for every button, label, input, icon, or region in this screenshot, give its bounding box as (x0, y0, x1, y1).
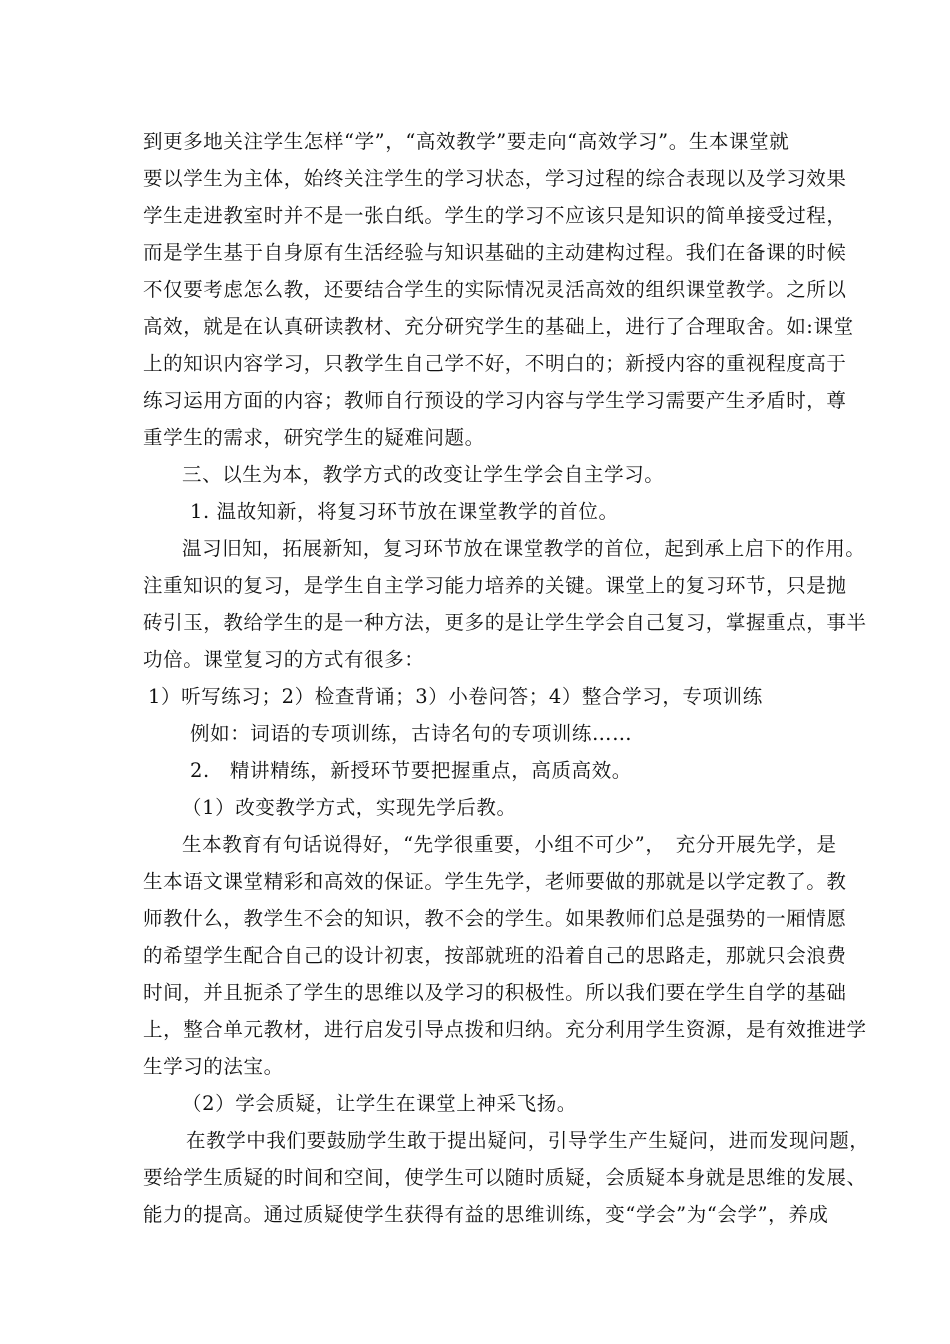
paragraph-line: 能力的提高。通过质疑使学生获得有益的思维训练，变“学会”为“会学”，养成 (143, 1203, 829, 1226)
example-line: 例如：词语的专项训练，古诗名句的专项训练…… (190, 722, 633, 745)
paragraph-line: 生学习的法宝。 (143, 1055, 284, 1078)
paragraph-line: 的希望学生配合自己的设计初衷，按部就班的沿着自己的思路走，那就只会浪费 (143, 944, 847, 967)
paragraph-line: 要以学生为主体，始终关注学生的学习状态，学习过程的综合表现以及学习效果 (143, 167, 847, 190)
paragraph-line: 在教学中我们要鼓励学生敢于提出疑问，引导学生产生疑问，进而发现问题， (186, 1129, 870, 1152)
subsection-heading: 2. 精讲精练，新授环节要把握重点，高质高效。 (190, 759, 632, 782)
subsection-heading: 1. 温故知新，将复习环节放在课堂教学的首位。 (190, 500, 619, 523)
paragraph-line: 砖引玉，教给学生的是一种方法，更多的是让学生学会自己复习，掌握重点，事半 (143, 611, 867, 634)
paragraph-line: 重学生的需求，研究学生的疑难问题。 (143, 426, 485, 449)
paragraph-line: 师教什么，教学生不会的知识，教不会的学生。如果教师们总是强势的一厢情愿 (143, 907, 847, 930)
paragraph-line: 学生走进教室时并不是一张白纸。学生的学习不应该只是知识的简单接受过程， (143, 204, 847, 227)
paragraph-line: 时间，并且扼杀了学生的思维以及学习的积极性。所以我们要在学生自学的基础 (143, 981, 847, 1004)
paragraph-line: 练习运用方面的内容；教师自行预设的学习内容与学生学习需要产生矛盾时，尊 (143, 389, 847, 412)
paragraph-line: 生本语文课堂精彩和高效的保证。学生先学，老师要做的那就是以学定教了。教 (143, 870, 847, 893)
section-heading: 三、以生为本，教学方式的改变让学生学会自主学习。 (182, 463, 665, 486)
paragraph-line: 高效，就是在认真研读教材、充分研究学生的基础上，进行了合理取舍。如:课堂 (143, 315, 854, 338)
sub-subsection-heading: （1）改变教学方式，实现先学后教。 (182, 796, 517, 819)
paragraph-line: 到更多地关注学生怎样“学”，“高效教学”要走向“高效学习”。生本课堂就 (143, 130, 790, 153)
paragraph-line: 注重知识的复习，是学生自主学习能力培养的关键。课堂上的复习环节，只是抛 (143, 574, 847, 597)
paragraph-line: 温习旧知，拓展新知，复习环节放在课堂教学的首位，起到承上启下的作用。 (182, 537, 866, 560)
paragraph-line: 上的知识内容学习，只教学生自己学不好，不明白的；新授内容的重视程度高于 (143, 352, 847, 375)
paragraph-line: 上，整合单元教材，进行启发引导点拨和归纳。充分利用学生资源，是有效推进学 (143, 1018, 867, 1041)
paragraph-line: 功倍。课堂复习的方式有很多： (143, 648, 425, 671)
paragraph-line: 而是学生基于自身原有生活经验与知识基础的主动建构过程。我们在备课的时候 (143, 241, 847, 264)
paragraph-line: 要给学生质疑的时间和空间，使学生可以随时质疑，会质疑本身就是思维的发展、 (143, 1166, 867, 1189)
sub-subsection-heading: （2）学会质疑，让学生在课堂上神采飞扬。 (182, 1092, 577, 1115)
list-line: 1）听写练习；2）检查背诵；3）小卷问答；4）整合学习，专项训练 (148, 685, 763, 708)
paragraph-line: 不仅要考虑怎么教，还要结合学生的实际情况灵活高效的组织课堂教学。之所以 (143, 278, 847, 301)
paragraph-line: 生本教育有句话说得好，“先学很重要，小组不可少”， 充分开展先学，是 (182, 833, 837, 856)
